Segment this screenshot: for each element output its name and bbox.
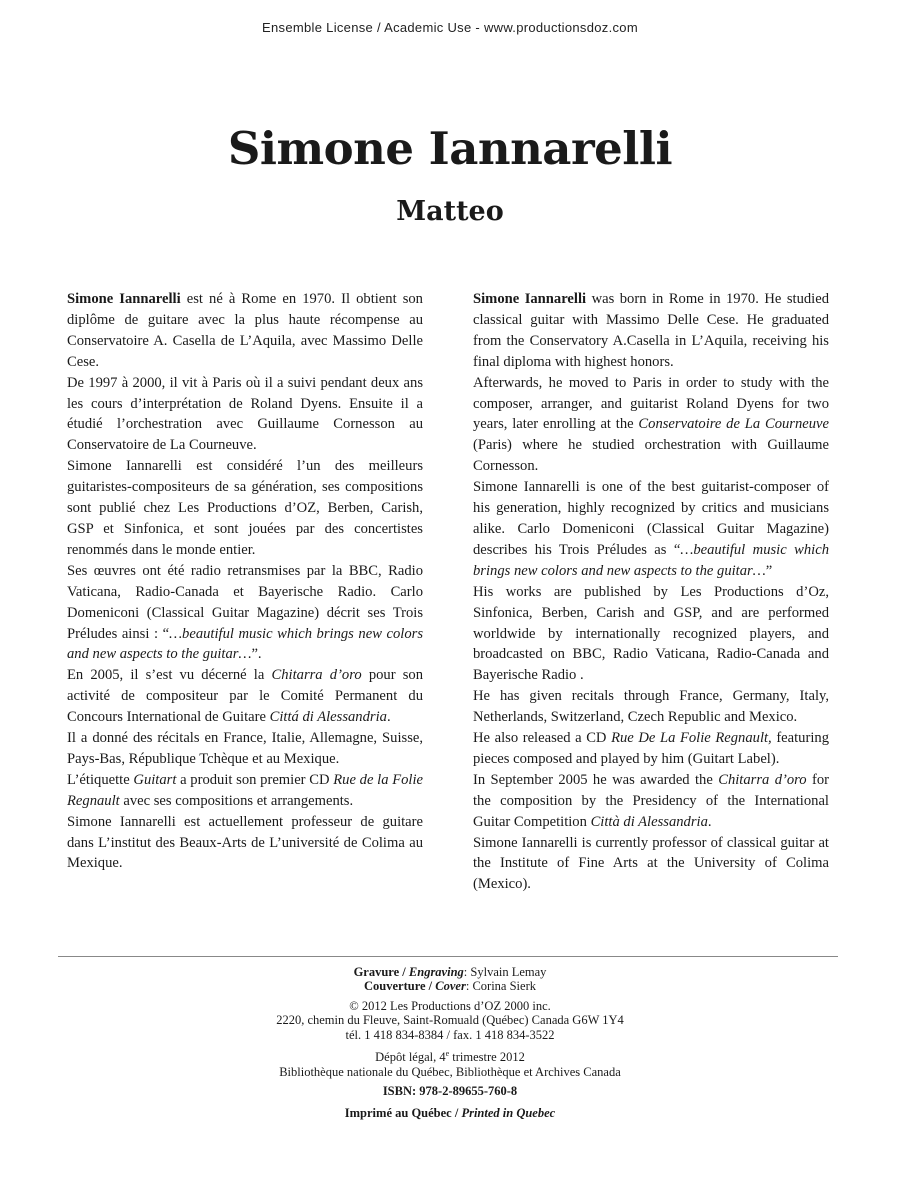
bio-fr-paragraph: En 2005, il s’est vu décerné la Chitarra d’oro pour son activité de compositeur par le Comité Permanent du Concours International de Guitare Cittá di Alessandria.	[67, 667, 423, 726]
publisher-address: 2220, chemin du Fleuve, Saint-Romuald (Québec) Canada G6W 1Y4	[276, 1013, 624, 1028]
credits-block	[0, 965, 900, 1121]
libraries-line: Bibliothèque nationale du Québec, Bibliothèque et Archives Canada	[279, 1064, 621, 1079]
bio-en-paragraph: In September 2005 he was awarded the Chitarra d’oro for the composition by the Presidency of the International Guitar Competition Città di Alessandria.	[473, 771, 830, 830]
composer-name: Simone Iannarelli	[227, 122, 673, 175]
bio-en-paragraph: His works are published by Les Productions d’Oz, Sinfonica, Berben, Carish and GSP, and are performed worldwide by internationally recognized players, and broadcasted on BBC, Radio Vaticana, Radio-Canada and Bayerische Radio .	[473, 583, 829, 684]
bio-fr-paragraph: L’étiquette Guitart a produit son premier CD Rue de la Folie Regnault avec ses compositions et arrangements.	[67, 771, 424, 809]
bio-fr-paragraph: Simone Iannarelli est né à Rome en 1970. Il obtient son diplôme de guitare avec la plus haute récompense au Conservatoire A. Casella de L’Aquila, avec Massimo Delle Cese.	[67, 291, 423, 370]
bio-en-paragraph: He also released a CD Rue De La Folie Regnault, featuring pieces composed and played by him (Guitart Label).	[473, 730, 829, 767]
work-title: Matteo	[396, 196, 504, 227]
bio-fr-paragraph: Simone Iannarelli est actuellement professeur de guitare dans L’institut des Beaux-Arts de L’université de Colima au Mexique.	[67, 813, 423, 872]
bio-en-quote: …beautiful music which brings new colors and new aspects to the guitar…	[473, 541, 829, 579]
bio-fr-paragraph: Il a donné des récitals en France, Italie, Allemagne, Suisse, Pays-Bas, République Tchèque et au Mexique.	[67, 730, 423, 767]
bio-en-paragraph: Simone Iannarelli is currently professor of classical guitar at the Institute of Fine Arts at the University of Colima (Mexico).	[473, 834, 829, 893]
cover-credit: Couverture / Cover: Corina Sierk	[364, 979, 536, 994]
bio-fr-quote: …beautiful music which brings new colors and new aspects to the guitar…	[67, 625, 423, 663]
bio-en-paragraph: He has given recitals through France, Germany, Italy, Netherlands, Switzerland, Czech Republic and Mexico.	[473, 688, 829, 726]
copyright-line: © 2012 Les Productions d’OZ 2000 inc.	[349, 998, 551, 1013]
bio-en-paragraph: Afterwards, he moved to Paris in order to study with the composer, arranger, and guitarist Roland Dyens for two years, later enrolling at the Conservatoire de La Courneuve (Paris) where he studied orchestration with Guillaume Cornesson.	[473, 374, 830, 475]
footer-divider	[58, 956, 838, 957]
bio-fr-composer-name: Simone Iannarelli	[67, 291, 181, 307]
isbn: ISBN: 978-2-89655-760-8	[382, 1084, 518, 1098]
printed-in: Imprimé au Québec / Printed in Quebec	[344, 1106, 556, 1121]
bio-en-paragraph: Simone Iannarelli was born in Rome in 1970. He studied classical guitar with Massimo Delle Cese. He graduated from the Conservatory A.Casella in L’Aquila, receiving his final diploma with highest honors.	[473, 291, 829, 370]
bio-en-composer-name: Simone Iannarelli	[473, 291, 587, 307]
biography-english	[473, 289, 829, 895]
engraving-credit: Gravure / Engraving: Sylvain Lemay	[353, 965, 547, 979]
bio-fr-paragraph: Simone Iannarelli est considéré l’un des meilleurs guitaristes-compositeurs de sa génération, ses compositions sont publié chez Les Productions d’OZ, Berben, Carish, GSP et Sinfonica, et sont jouées par des concertistes renommés dans le monde entier.	[67, 458, 423, 558]
biography-french	[67, 289, 423, 874]
legal-deposit: Dépôt légal, 4e trimestre 2012	[375, 1049, 525, 1065]
license-header: Ensemble License / Academic Use - www.productionsdoz.com	[262, 20, 638, 35]
publisher-phone: tél. 1 418 834-8384 / fax. 1 418 834-3522	[345, 1027, 555, 1042]
bio-fr-paragraph: De 1997 à 2000, il vit à Paris où il a suivi pendant deux ans les cours d’interprétation de Roland Dyens. Ensuite il a étudié l’orchestration avec Guillaume Cornesson au Conservatoire de La Courneuve.	[67, 374, 423, 454]
bio-en-paragraph: Simone Iannarelli is one of the best guitarist-composer of his generation, highly recognized by critics and musicians alike. Carlo Domeniconi (Classical Guitar Magazine) describes his Trois Préludes as “…beautiful music which brings new colors and new aspects to the guitar…”	[473, 479, 829, 579]
bio-fr-paragraph: Ses œuvres ont été radio retransmises par la BBC, Radio Vaticana, Radio-Canada et Bayerische Radio. Carlo Domeniconi (Classical Guitar Magazine) décrit ses Trois Préludes ainsi : “…beautiful music which brings new colors and new aspects to the guitar…”.	[67, 562, 423, 663]
